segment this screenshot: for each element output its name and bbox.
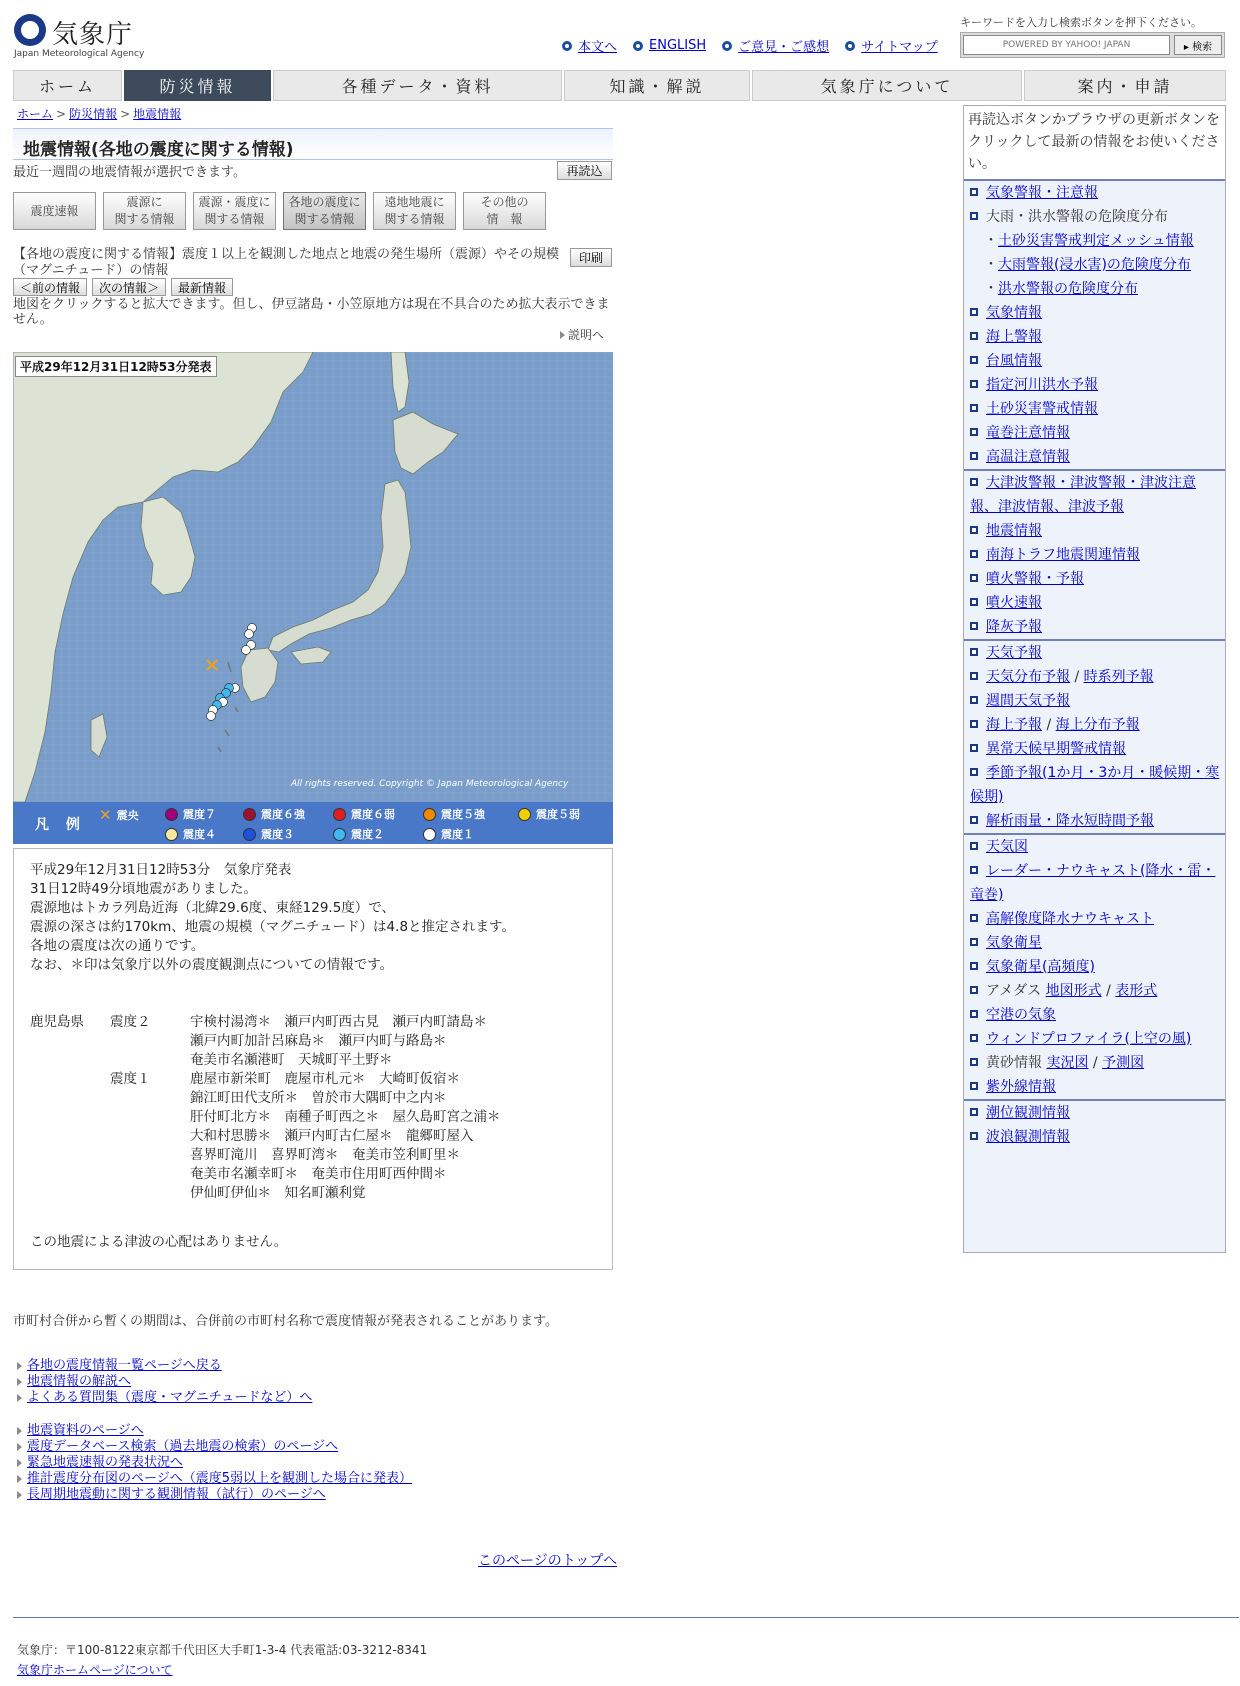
circle-icon	[423, 828, 436, 841]
square-bullet-icon	[970, 672, 978, 680]
site-search	[960, 14, 1225, 58]
square-bullet-icon	[970, 574, 978, 582]
sidebar	[963, 105, 1226, 1253]
footer-address: 気象庁：〒100-8122東京都千代田区大手町1-3-4 代表電話:03-3212-8341	[17, 1643, 428, 1657]
report-int2-label: 震度２	[110, 1014, 151, 1030]
circle-icon	[333, 828, 346, 841]
link-faq[interactable]: よくある質問集（震度・マグニチュードなど）へ	[27, 1390, 313, 1405]
square-bullet-icon	[970, 404, 978, 412]
epicenter-x-icon: ✕	[99, 806, 112, 824]
square-bullet-icon	[970, 1132, 978, 1140]
jma-logo[interactable]	[14, 14, 144, 60]
link-eq-materials[interactable]: 地震資料のページへ	[27, 1423, 144, 1438]
sidebar-item[interactable]: 気象警報・注意報	[964, 181, 1225, 205]
circle-icon	[243, 808, 256, 821]
square-bullet-icon	[970, 212, 978, 220]
link-long-period[interactable]: 長周期地震動に関する観測情報（試行）のページへ	[27, 1487, 326, 1502]
footer	[17, 1640, 427, 1680]
tab-hypocenter[interactable]: 震源に 関する情報	[103, 192, 186, 230]
legend-intensity-3: 震度３	[243, 826, 294, 842]
nav-knowledge[interactable]: 知識・解説	[564, 70, 750, 101]
sidebar-subitem[interactable]: ・大雨警報(浸水害)の危険度分布	[984, 257, 1191, 273]
arrow-icon	[17, 1459, 22, 1467]
nav-home[interactable]: ホーム	[13, 70, 122, 101]
square-bullet-icon	[970, 648, 978, 656]
toplink-feedback[interactable]: ご意見・ご感想	[722, 36, 829, 55]
square-bullet-icon	[970, 1082, 978, 1090]
breadcrumb-home[interactable]: ホーム	[17, 107, 54, 121]
sidebar-item[interactable]: アメダス 地図形式 / 表形式	[964, 979, 1225, 1003]
info-navigation	[13, 278, 233, 296]
report-int1-label: 震度１	[110, 1071, 151, 1087]
legend-intensity-6minus: 震度６弱	[333, 806, 395, 822]
sidebar-subitem[interactable]: ・洪水警報の危険度分布	[984, 281, 1138, 297]
legend-intensity-5minus: 震度５弱	[518, 806, 580, 822]
bullet-icon	[722, 41, 732, 51]
point-intensity-1	[245, 630, 254, 639]
square-bullet-icon	[970, 380, 978, 388]
sidebar-subitem[interactable]: ・土砂災害警戒判定メッシュ情報	[984, 233, 1194, 249]
sidebar-item[interactable]: 台風情報	[964, 349, 1225, 373]
sidebar-item[interactable]: 地震情報	[964, 519, 1225, 543]
sidebar-item[interactable]: 大津波警報・津波警報・津波注意報、津波情報、津波予報	[964, 469, 1225, 519]
explain-link[interactable]: 説明へ	[560, 326, 604, 343]
circle-icon	[333, 808, 346, 821]
nav-about[interactable]: 気象庁について	[752, 70, 1022, 101]
link-info-explain[interactable]: 地震情報の解説へ	[27, 1374, 132, 1389]
sidebar-reload-note: 再読込ボタンかブラウザの更新ボタンをクリックして最新の情報をお使いください。	[964, 106, 1225, 181]
sidebar-item[interactable]: 噴火警報・予報	[964, 567, 1225, 591]
sidebar-item[interactable]: 天気図	[964, 833, 1225, 859]
sidebar-item[interactable]: 高温注意情報	[964, 445, 1225, 469]
square-bullet-icon	[970, 696, 978, 704]
footer-divider	[13, 1617, 1239, 1618]
square-bullet-icon	[970, 428, 978, 436]
tab-hypocenter-intensity[interactable]: 震源・震度に 関する情報	[193, 192, 276, 230]
square-bullet-icon	[970, 598, 978, 606]
square-bullet-icon	[970, 914, 978, 922]
circle-icon	[518, 808, 531, 821]
breadcrumb-sep: >	[120, 107, 131, 121]
search-hint: キーワードを入力し検索ボタンを押下ください。	[960, 16, 1202, 29]
square-bullet-icon	[970, 1058, 978, 1066]
square-bullet-icon	[970, 550, 978, 558]
toplink-english[interactable]: ENGLISH	[633, 36, 706, 55]
link-intensity-list[interactable]: 各地の震度情報一覧ページへ戻る	[27, 1358, 222, 1373]
info-tabs	[13, 192, 546, 230]
tab-intensity-flash[interactable]: 震度速報	[13, 192, 96, 230]
report-int2-row	[30, 1013, 596, 1070]
report-prefecture: 鹿児島県	[30, 1014, 84, 1030]
sidebar-item[interactable]: 気象情報	[964, 301, 1225, 325]
map-copyright: All rights reserved. Copyright © Japan Meteorological Agency	[291, 779, 569, 789]
intensity-map[interactable]	[13, 352, 613, 844]
map-issued-stamp: 平成29年12月31日12時53分発表	[15, 356, 217, 377]
related-links-2	[17, 1423, 412, 1503]
sidebar-item[interactable]: 高解像度降水ナウキャスト	[964, 907, 1225, 931]
tab-other[interactable]: その他の 情 報	[463, 192, 546, 230]
prev-info-button[interactable]: ＜前の情報	[13, 278, 87, 296]
sidebar-item[interactable]: 天気分布予報 / 時系列予報	[964, 665, 1225, 689]
print-button[interactable]: 印刷	[570, 248, 612, 267]
sidebar-list	[964, 181, 1225, 1149]
toplink-sitemap[interactable]: サイトマップ	[845, 36, 938, 55]
report-depth-magnitude: 震源の深さは約170km、地震の規模（マグニチュード）は4.8と推定されます。	[30, 919, 515, 935]
link-eew-status[interactable]: 緊急地震速報の発表状況へ	[27, 1455, 184, 1470]
sidebar-item: 大雨・洪水警報の危険度分布	[964, 205, 1225, 229]
report-issued: 平成29年12月31日12時53分 気象庁発表	[30, 862, 292, 878]
sidebar-item[interactable]: 土砂災害警戒情報	[964, 397, 1225, 421]
merge-note: 市町村合併から暫くの期間は、合併前の市町村名称で震度情報が発表されることがあります。	[13, 1314, 558, 1329]
legend-intensity-6plus: 震度６強	[243, 806, 305, 822]
sidebar-item[interactable]: 紫外線情報	[964, 1075, 1225, 1099]
circle-icon	[165, 808, 178, 821]
arrow-icon	[17, 1378, 22, 1386]
arrow-icon	[17, 1475, 22, 1483]
arrow-icon	[17, 1491, 22, 1499]
square-bullet-icon	[970, 478, 978, 486]
next-info-button[interactable]: 次の情報＞	[92, 278, 166, 296]
footer-about-link[interactable]: 気象庁ホームページについて	[17, 1663, 173, 1677]
square-bullet-icon	[970, 1010, 978, 1018]
page-title: 地震情報(各地の震度に関する情報)	[13, 128, 613, 160]
reload-button[interactable]: 再読込	[557, 161, 612, 180]
report-intro: 各地の震度は次の通りです。	[30, 938, 205, 954]
report-note: なお、＊印は気象庁以外の震度観測点についての情報です。	[30, 957, 394, 973]
report-int2-places: 宇検村湯湾＊ 瀬戸内町西古見 瀬戸内町請島＊ 瀬戸内町加計呂麻島＊ 瀬戸内町与路島＊ 奄美市名瀬港町 天城町平土野＊	[190, 1014, 487, 1068]
square-bullet-icon	[970, 1034, 978, 1042]
legend-intensity-7: 震度７	[165, 806, 216, 822]
search-input[interactable]	[963, 35, 1170, 55]
map-legend	[13, 802, 613, 844]
sidebar-item[interactable]: 気象衛星(高頻度)	[964, 955, 1225, 979]
square-bullet-icon	[970, 816, 978, 824]
square-bullet-icon	[970, 744, 978, 752]
sidebar-item[interactable]: 空港の気象	[964, 1003, 1225, 1027]
tab-distant-earthquake[interactable]: 遠地地震に 関する情報	[373, 192, 456, 230]
sidebar-item[interactable]: 波浪観測情報	[964, 1125, 1225, 1149]
top-links	[562, 36, 938, 55]
breadcrumb-sep: >	[56, 107, 67, 121]
search-box	[960, 32, 1225, 58]
sidebar-item[interactable]: 海上予報 / 海上分布予報	[964, 713, 1225, 737]
map-graphic	[13, 352, 613, 802]
sidebar-item[interactable]: レーダー・ナウキャスト(降水・雷・竜巻)	[970, 863, 1216, 903]
sidebar-item[interactable]: ウィンドプロファイラ(上空の風)	[964, 1027, 1225, 1051]
breadcrumb-disaster[interactable]: 防災情報	[69, 107, 118, 121]
sidebar-item[interactable]: 天気予報	[964, 639, 1225, 665]
bullet-icon	[562, 41, 572, 51]
sidebar-item[interactable]: 気象衛星	[964, 931, 1225, 955]
sidebar-item[interactable]: 異常天候早期警戒情報	[964, 737, 1225, 761]
bullet-icon	[633, 41, 643, 51]
page-subtitle: 最近一週間の地震情報が選択できます。	[13, 165, 246, 180]
search-button[interactable]: ▸ 検索	[1174, 35, 1222, 55]
logo-subtitle: Japan Meteorological Agency	[14, 49, 145, 59]
square-bullet-icon	[970, 720, 978, 728]
legend-intensity-5plus: 震度５強	[423, 806, 485, 822]
related-links-1	[17, 1358, 312, 1406]
global-nav	[13, 70, 1226, 101]
square-bullet-icon	[970, 842, 978, 850]
sidebar-item[interactable]: 指定河川洪水予報	[964, 373, 1225, 397]
sidebar-item[interactable]: 降灰予報	[964, 615, 1225, 639]
square-bullet-icon	[970, 526, 978, 534]
square-bullet-icon	[970, 866, 978, 874]
square-bullet-icon	[970, 356, 978, 364]
link-estimated-intensity[interactable]: 推計震度分布図のページへ（震度5弱以上を観測した場合に発表）	[27, 1471, 413, 1486]
legend-epicenter: ✕ 震央	[99, 806, 139, 824]
earthquake-report	[13, 848, 613, 1270]
jma-logo-mark-icon	[14, 14, 46, 46]
sidebar-item[interactable]: 竜巻注意情報	[964, 421, 1225, 445]
square-bullet-icon	[970, 188, 978, 196]
nav-data[interactable]: 各種データ・資料	[273, 70, 562, 101]
circle-icon	[243, 828, 256, 841]
legend-title: 凡 例	[35, 817, 86, 833]
link-intensity-db[interactable]: 震度データベース検索（過去地震の検索）のページへ	[27, 1439, 339, 1454]
report-tsunami: この地震による津波の心配はありません。	[30, 1234, 288, 1250]
arrow-icon	[17, 1443, 22, 1451]
logo-title: 気象庁	[52, 20, 134, 50]
square-bullet-icon	[970, 986, 978, 994]
toplink-main[interactable]: 本文へ	[562, 36, 617, 55]
arrow-icon	[17, 1362, 22, 1370]
sidebar-item[interactable]: 黄砂情報 実況図 / 予測図	[964, 1051, 1225, 1075]
square-bullet-icon	[970, 1108, 978, 1116]
arrow-icon	[17, 1427, 22, 1435]
latest-info-button[interactable]: 最新情報	[171, 278, 233, 296]
square-bullet-icon	[970, 452, 978, 460]
sidebar-item[interactable]: 週間天気予報	[964, 689, 1225, 713]
report-occurred: 31日12時49分頃地震がありました。	[30, 881, 258, 897]
square-bullet-icon	[970, 308, 978, 316]
report-int1-row	[30, 1070, 596, 1203]
nav-disaster-info[interactable]: 防災情報	[124, 70, 271, 101]
arrow-icon	[560, 331, 565, 339]
legend-intensity-1: 震度１	[423, 826, 474, 842]
sidebar-item[interactable]: 季節予報(1か月・3か月・暖候期・寒候期)	[970, 765, 1220, 805]
circle-icon	[165, 828, 178, 841]
breadcrumb-earthquake[interactable]: 地震情報	[133, 107, 182, 121]
square-bullet-icon	[970, 332, 978, 340]
point-intensity-1	[242, 646, 251, 655]
square-bullet-icon	[970, 962, 978, 970]
page-top-link[interactable]: このページのトップへ	[478, 1553, 618, 1569]
breadcrumb	[17, 105, 181, 122]
sidebar-item[interactable]: 潮位観測情報	[964, 1099, 1225, 1125]
square-bullet-icon	[970, 768, 978, 776]
tab-local-intensity[interactable]: 各地の震度に 関する情報	[283, 192, 366, 230]
sidebar-item[interactable]: 解析雨量・降水短時間予報	[964, 809, 1225, 833]
sidebar-item[interactable]: 噴火速報	[964, 591, 1225, 615]
square-bullet-icon	[970, 622, 978, 630]
sidebar-item[interactable]: 海上警報	[964, 325, 1225, 349]
report-epicenter: 震源地はトカラ列島近海（北緯29.6度、東経129.5度）で、	[30, 900, 396, 916]
square-bullet-icon	[970, 938, 978, 946]
arrow-icon	[17, 1394, 22, 1402]
report-int1-places: 鹿屋市新栄町 鹿屋市札元＊ 大崎町仮宿＊ 錦江町田代支所＊ 曽於市大隅町中之内＊ 肝付町北方＊ 南種子町西之＊ 屋久島町宮之浦＊ 大和村思勝＊ 瀬戸内町古仁屋＊ 龍郷町屋入 喜界町滝川 喜界町湾＊ 奄美市笠利町里＊ 奄美市名瀬幸町＊ 奄美市住用町西仲間＊ 伊仙町伊仙＊ 知名町瀬利覚	[190, 1071, 501, 1201]
legend-intensity-2: 震度２	[333, 826, 384, 842]
circle-icon	[423, 808, 436, 821]
map-click-note: 地図をクリックすると拡大できます。但し、伊豆諸島・小笠原地方は現在不具合のため拡大表示できません。	[13, 297, 610, 327]
point-intensity-1	[207, 712, 216, 721]
bullet-icon	[845, 41, 855, 51]
nav-guide[interactable]: 案内・申請	[1024, 70, 1226, 101]
info-description: 【各地の震度に関する情報】震度１以上を観測した地点と地震の発生場所（震源）やその規模（マグニチュード）の情報	[13, 247, 560, 278]
sidebar-item[interactable]: 南海トラフ地震関連情報	[964, 543, 1225, 567]
legend-intensity-4: 震度４	[165, 826, 216, 842]
